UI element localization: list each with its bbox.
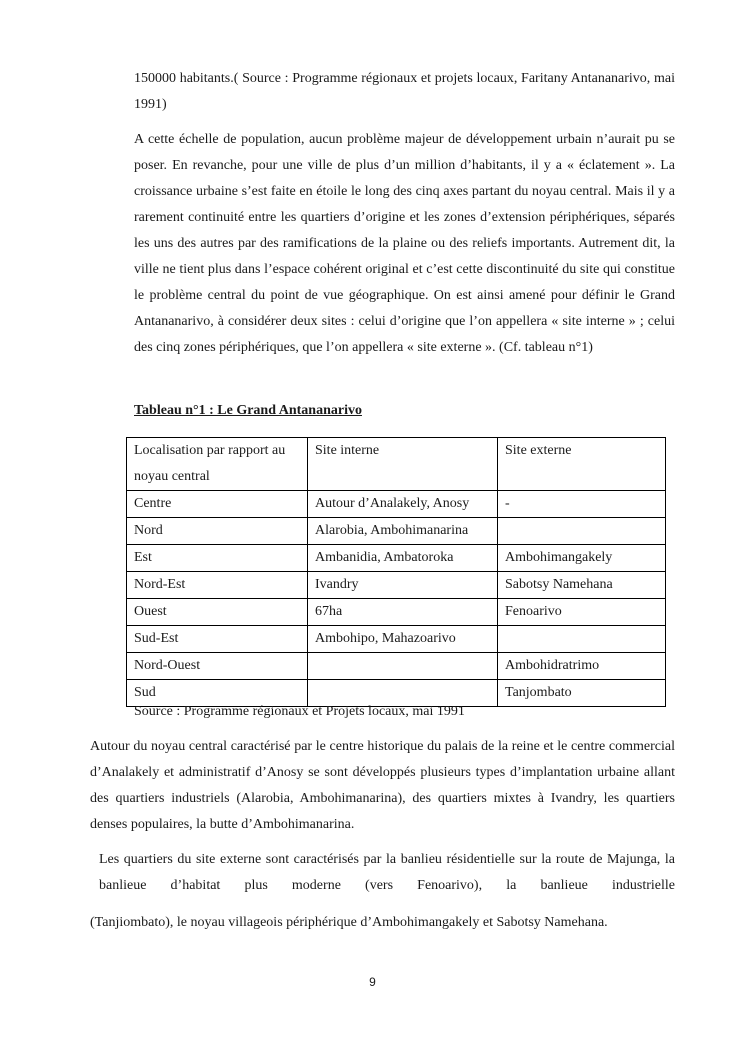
- cell-localisation: Ouest: [127, 599, 308, 626]
- cell-site-externe: [498, 518, 666, 545]
- table-row: [127, 599, 666, 626]
- cell-localisation: Centre: [127, 491, 308, 518]
- cell-localisation: Sud: [127, 680, 308, 707]
- cell-site-interne: Alarobia, Ambohimanarina: [308, 518, 498, 545]
- paragraph-central-core: Autour du noyau central caractérisé par le centre historique du palais de la reine et le centre commercial d’Analakely et administratif d’Anosy se sont développés plusieurs types d’implantation urbaine allant des quartiers industriels (Alarobia, Ambohimanarina), des quartiers mixtes à Ivandry, les quartiers denses populaires, la butte d’Ambohimanarina.: [90, 739, 675, 832]
- paragraph-external-site-continued: (Tanjiombato), le noyau villageois périphérique d’Ambohimangakely et Sabotsy Namehana.: [90, 915, 608, 930]
- cell-site-interne: Ivandry: [308, 572, 498, 599]
- table-header-row: [127, 438, 666, 491]
- cell-site-interne: Autour d’Analakely, Anosy: [308, 491, 498, 518]
- page-number: 9: [369, 975, 376, 989]
- cell-localisation: Nord-Ouest: [127, 653, 308, 680]
- cell-localisation: Nord-Est: [127, 572, 308, 599]
- paragraph-urban-growth: A cette échelle de population, aucun problème majeur de développement urbain n’aurait pu se poser. En revanche, pour une ville de plus d’un million d’habitants, il y a « éclatement ». La croissance urbaine s’est faite en étoile le long des cinq axes partant du noyau central. Mais il y a rarement continuité entre les quartiers d’origine et les zones d’extension périphériques, séparés les uns des autres par des ramifications de la plaine ou des reliefs importants. Autrement dit, la ville ne tient plus dans l’espace cohérent original et c’est cette discontinuité du site qui constitue le problème central du point de vue géographique. On est ainsi amené pour définir le Grand Antananarivo, à considérer deux sites : celui d’origine que l’on appellera « site interne » ; celui des cinq zones périphériques, que l’on appellera « site externe ». (Cf. tableau n°1): [134, 132, 675, 355]
- table-row: [127, 653, 666, 680]
- cell-site-externe: -: [498, 491, 666, 518]
- cell-site-externe: [498, 626, 666, 653]
- cell-site-interne: [308, 653, 498, 680]
- cell-site-externe: Tanjombato: [498, 680, 666, 707]
- cell-site-externe: Ambohidratrimo: [498, 653, 666, 680]
- table-caption: Tableau n°1 : Le Grand Antananarivo: [134, 403, 362, 418]
- paragraph-source-note: 150000 habitants.( Source : Programme régionaux et projets locaux, Faritany Antananarivo, mai 1991): [134, 71, 675, 112]
- cell-localisation: Nord: [127, 518, 308, 545]
- cell-site-externe: Sabotsy Namehana: [498, 572, 666, 599]
- table-row: [127, 572, 666, 599]
- cell-localisation: Sud-Est: [127, 626, 308, 653]
- cell-site-interne: 67ha: [308, 599, 498, 626]
- table-row: [127, 491, 666, 518]
- cell-site-interne: Ambanidia, Ambatoroka: [308, 545, 498, 572]
- cell-site-externe: Fenoarivo: [498, 599, 666, 626]
- table-source: Source : Programme régionaux et Projets locaux, mai 1991: [134, 704, 465, 719]
- header-cell-localisation: Localisation par rapport au noyau central: [127, 438, 308, 491]
- cell-localisation: Est: [127, 545, 308, 572]
- grand-antananarivo-table: [126, 437, 666, 707]
- table-row: [127, 545, 666, 572]
- table-row: [127, 518, 666, 545]
- header-cell-site-externe: Site externe: [498, 438, 666, 491]
- cell-site-interne: Ambohipo, Mahazoarivo: [308, 626, 498, 653]
- table-row: [127, 626, 666, 653]
- cell-site-externe: Ambohimangakely: [498, 545, 666, 572]
- header-cell-site-interne: Site interne: [308, 438, 498, 491]
- paragraph-external-site: Les quartiers du site externe sont caractérisés par la banlieu résidentielle sur la route de Majunga, la banlieue d’habitat plus moderne (vers Fenoarivo), la banlieue industrielle: [99, 852, 675, 893]
